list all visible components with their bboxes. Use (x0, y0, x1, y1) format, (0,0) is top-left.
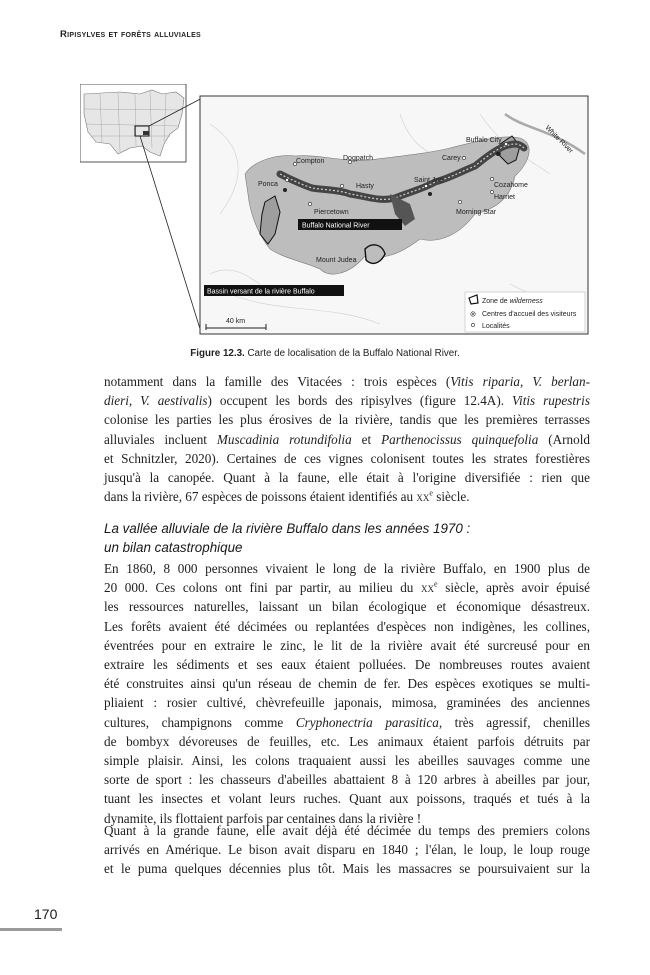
text-line: les ressources naturelles, laissant un bilan écologique et économique désastreux. (104, 599, 590, 615)
text-line: sorte de sport : les chasseurs d'abeilles abattaient 8 à 120 arbres à abeilles par jour, (104, 772, 590, 788)
label-mount-judea: Mount Judea (316, 257, 357, 264)
label-harriet: Harriet (494, 194, 516, 201)
text-line: été construites ainsi qu'un réseau de chemin de fer. Des espèces exotiques se multi- (104, 676, 590, 692)
section-heading-line1: La vallée alluviale de la rivière Buffalo dans les années 1970 : (104, 521, 471, 536)
scale-bar-label: 40 km (226, 318, 246, 325)
location-map (80, 84, 590, 338)
paragraph-vitaceae (104, 372, 590, 506)
text-line: pliaient : rosier cultivé, chèvrefeuille japonais, mimosa, graminées des anciennes (104, 695, 590, 711)
label-saint-joe: Saint Joe (414, 177, 444, 184)
text-line: dynamite, ils flottaient parfois par centaines dans la rivière ! (104, 810, 422, 826)
text-line: jusqu'à la canopée. Quant à la faune, elle était à l'origine diversifiée : rien que (104, 470, 590, 486)
text-line: alluviales incluent Muscadinia rotundifolia et Parthenocissus quinquefolia (Arnold (104, 431, 590, 447)
legend-visitor-centers-label: Centres d'accueil des visiteurs (482, 311, 577, 318)
inset-leader-bottom (140, 136, 201, 332)
label-watershed-basin: Bassin versant de la rivière Buffalo (207, 288, 315, 296)
text-line: et Schnitzler, 2020). Certaines de ces vignes colonisent toutes les strates forestières (104, 450, 590, 466)
paragraph-settlers (104, 559, 590, 828)
running-head: Ripisylves et forêts alluviales (60, 29, 202, 40)
legend-visitor-swatch-dot (472, 313, 474, 315)
text-line: et le puma quelques décennies plus tôt. Mais les massacres se poursuivaient sur la (104, 861, 590, 877)
label-compton: Compton (296, 158, 325, 165)
text-line: cultures, champignons comme Cryphonectria parasitica, très agressif, chenilles (104, 714, 590, 730)
legend-wilderness-label: Zone de wilderness (482, 298, 543, 305)
text-line: dieri, V. aestivalis) occupent les bords des ripisylves (figure 12.4A). Vitis rupestris (104, 393, 590, 409)
page-number: 170 (34, 906, 58, 922)
label-buffalo-national-river: Buffalo National River (302, 222, 370, 230)
text-line: éventrées pour en extraire le zinc, le lit de la rivière avait été surcreusé pour en (104, 637, 590, 653)
label-buffalo-city: Buffalo City (466, 137, 502, 144)
text-line: Quant à la grande faune, elle avait déjà été décimée du temps des premiers colons (104, 823, 590, 838)
text-line: arrivés en Amérique. Le bison avait disparu en 1840 ; l'élan, le loup, le loup rouge (104, 842, 590, 858)
label-piercetown: Piercetown (314, 209, 349, 216)
figure-caption-text: Carte de localisation de la Buffalo National River. (244, 348, 460, 359)
section-heading-line2: un bilan catastrophique (104, 540, 243, 555)
label-cozahome: Cozahome (494, 182, 528, 189)
figure-caption-label: Figure 12.3. (190, 348, 245, 359)
label-morning-star: Morning Star (456, 209, 497, 216)
text-line: notamment dans la famille des Vitacées : trois espèces (Vitis riparia, V. berlan- (104, 374, 590, 389)
label-hasty: Hasty (356, 183, 374, 190)
legend-locality-swatch (471, 323, 474, 326)
text-line: colonise les parties les plus érosives de la rivière, tandis que les premières terrasses (104, 412, 590, 428)
text-line: En 1860, 8 000 personnes vivaient le long de la rivière Buffalo, en 1900 plus de (104, 561, 590, 576)
location-map-figure (80, 84, 590, 338)
legend-localities-label: Localités (482, 323, 510, 330)
section-heading (104, 519, 590, 557)
label-carey: Carey (442, 155, 461, 162)
text-line: de bombyx dévoreuses de feuilles, etc. Les animaux étaient parfois détruits par (104, 733, 590, 749)
text-line: simple plaisir. Ainsi, les colons traquaient aussi les abeilles sauvages comme une (104, 753, 590, 769)
text-line: tuant les insectes et volant leurs ruches. Quant aux poissons, traqués et tués à la (104, 791, 590, 807)
page-number-rule (0, 928, 62, 931)
text-line: 20 000. Ces colons ont fini par partir, au milieu du $xx^e$ siècle, après avoir épuisé (104, 579, 591, 596)
text-line: Les forêts avaient été décimées ou replantées d'espèces non indigènes, les collines, (104, 618, 590, 634)
label-dogpatch: Dogpatch (343, 155, 373, 162)
label-white-river: White River (543, 124, 575, 156)
text-line: dans la rivière, 67 espèces de poissons étaient identifiés au $xx^e$ siècle. (104, 488, 470, 505)
text-line: extraire les sédiments et ses eaux étaient polluées. De nombreuses routes avaient (104, 657, 590, 673)
label-ponca: Ponca (258, 181, 278, 188)
inset-arkansas-highlight (143, 131, 149, 135)
figure-caption (0, 348, 650, 359)
paragraph-large-fauna (104, 821, 590, 879)
